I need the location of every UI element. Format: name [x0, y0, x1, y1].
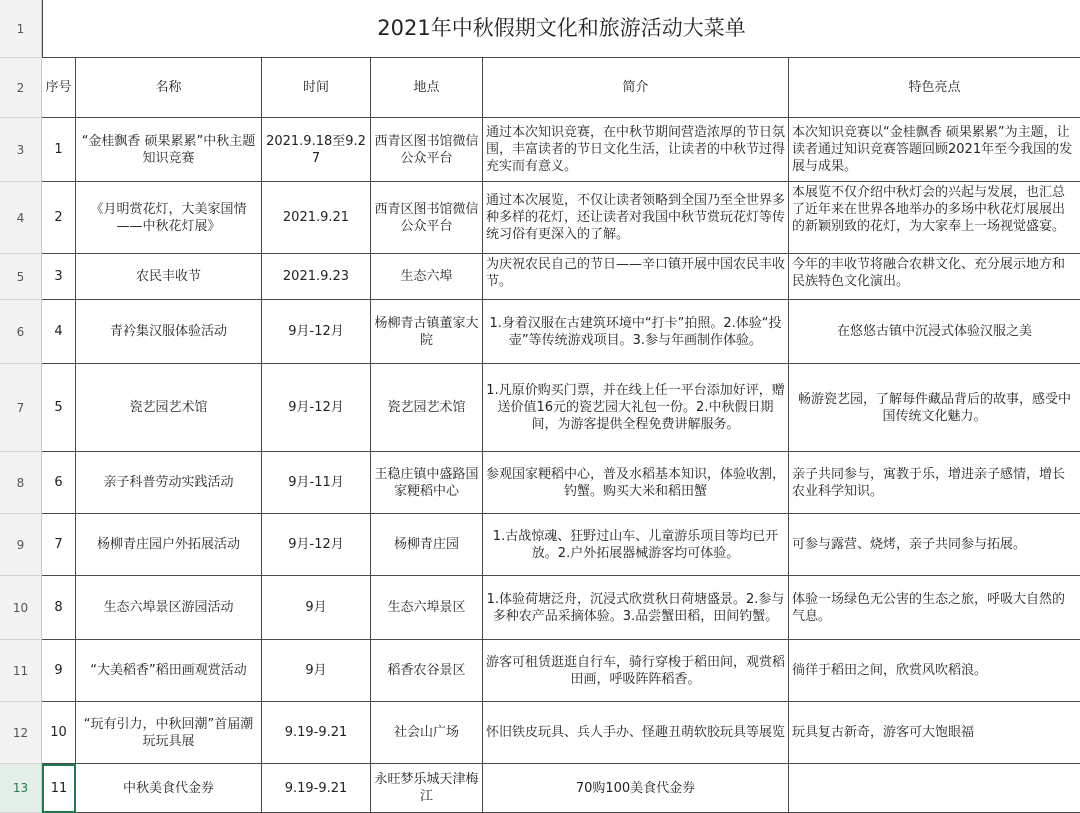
cell-time[interactable]: 9月: [262, 576, 371, 640]
cell-name[interactable]: 杨柳青庄园户外拓展活动: [76, 514, 262, 576]
row-number[interactable]: 9: [0, 514, 42, 576]
table-row: [0, 640, 1080, 702]
cell-place[interactable]: 社会山广场: [371, 702, 483, 764]
cell-place[interactable]: 杨柳青古镇董家大院: [371, 300, 483, 364]
cell-highlight[interactable]: [789, 764, 1080, 813]
row-number[interactable]: 11: [0, 640, 42, 702]
sheet-title[interactable]: 2021年中秋假期文化和旅游活动大菜单: [42, 0, 1080, 58]
table-row: [0, 254, 1080, 300]
table-row: [0, 452, 1080, 514]
cell-place[interactable]: 杨柳青庄园: [371, 514, 483, 576]
cell-time[interactable]: 2021.9.21: [262, 182, 371, 254]
table-row: [0, 576, 1080, 640]
cell-place[interactable]: 永旺梦乐城天津梅江: [371, 764, 483, 813]
cell-no-selected[interactable]: 11: [42, 764, 76, 813]
cell-time[interactable]: 2021.9.18至9.27: [262, 118, 371, 182]
table-row: [0, 364, 1080, 452]
cell-no[interactable]: 2: [42, 182, 76, 254]
row-number[interactable]: 6: [0, 300, 42, 364]
cell-name[interactable]: 《月明赏花灯，大美家国情——中秋花灯展》: [76, 182, 262, 254]
row-number[interactable]: 13: [0, 764, 42, 813]
cell-name[interactable]: 农民丰收节: [76, 254, 262, 300]
cell-highlight[interactable]: 本展览不仅介绍中秋灯会的兴起与发展，也汇总了近年来在世界各地举办的多场中秋花灯展展出的新颖别致的花灯，为大家奉上一场视觉盛宴。: [789, 182, 1080, 254]
header-highlight[interactable]: 特色亮点: [789, 58, 1080, 118]
row-number[interactable]: 1: [0, 0, 42, 58]
cell-intro[interactable]: 1.古战惊魂、狂野过山车、儿童游乐项目等均已开放。2.户外拓展器械游客均可体验。: [483, 514, 789, 576]
table-row: [0, 514, 1080, 576]
table-row: [0, 118, 1080, 182]
row-number[interactable]: 5: [0, 254, 42, 300]
cell-time[interactable]: 9月-12月: [262, 300, 371, 364]
cell-highlight[interactable]: 在悠悠古镇中沉浸式体验汉服之美: [789, 300, 1080, 364]
cell-intro[interactable]: 1.凡原价购买门票，并在线上任一平台添加好评，赠送价值16元的瓷艺园大礼包一份。2.中秋假日期间，为游客提供全程免费讲解服务。: [483, 364, 789, 452]
cell-no[interactable]: 6: [42, 452, 76, 514]
cell-place[interactable]: 瓷艺园艺术馆: [371, 364, 483, 452]
table-row: [0, 764, 1080, 813]
cell-name[interactable]: 中秋美食代金券: [76, 764, 262, 813]
cell-name[interactable]: 青衿集汉服体验活动: [76, 300, 262, 364]
cell-place[interactable]: 西青区图书馆微信公众平台: [371, 118, 483, 182]
row-number[interactable]: 8: [0, 452, 42, 514]
cell-time[interactable]: 9月-11月: [262, 452, 371, 514]
header-row: [0, 58, 1080, 118]
table-row: [0, 182, 1080, 254]
header-time[interactable]: 时间: [262, 58, 371, 118]
header-no[interactable]: 序号: [42, 58, 76, 118]
cell-no[interactable]: 3: [42, 254, 76, 300]
cell-highlight[interactable]: 今年的丰收节将融合农耕文化、充分展示地方和民族特色文化演出。: [789, 254, 1080, 300]
cell-name[interactable]: “大美稻香”稻田画观赏活动: [76, 640, 262, 702]
cell-highlight[interactable]: 可参与露营、烧烤，亲子共同参与拓展。: [789, 514, 1080, 576]
cell-name[interactable]: “金桂飘香 硕果累累”中秋主题知识竞赛: [76, 118, 262, 182]
cell-no[interactable]: 4: [42, 300, 76, 364]
cell-intro[interactable]: 通过本次展览，不仅让读者领略到全国乃至全世界多种多样的花灯，还让读者对我国中秋节赏玩花灯等传统习俗有更深入的了解。: [483, 182, 789, 254]
cell-intro[interactable]: 1.体验荷塘泛舟，沉浸式欣赏秋日荷塘盛景。2.参与多种农产品采摘体验。3.品尝蟹田稻，田间钓蟹。: [483, 576, 789, 640]
cell-name[interactable]: 瓷艺园艺术馆: [76, 364, 262, 452]
cell-intro[interactable]: 参观国家粳稻中心，普及水稻基本知识，体验收割，钓蟹。购买大米和稻田蟹: [483, 452, 789, 514]
cell-name[interactable]: “玩有引力，中秋回潮”首届潮玩玩具展: [76, 702, 262, 764]
sheet-row-title: [0, 0, 1080, 58]
cell-no[interactable]: 1: [42, 118, 76, 182]
cell-highlight[interactable]: 畅游瓷艺园，了解每件藏品背后的故事，感受中国传统文化魅力。: [789, 364, 1080, 452]
cell-intro[interactable]: 通过本次知识竞赛，在中秋节期间营造浓厚的节日氛围，丰富读者的节日文化生活，让读者的中秋节过得充实而有意义。: [483, 118, 789, 182]
cell-intro[interactable]: 1.身着汉服在古建筑环境中“打卡”拍照。2.体验“投壶”等传统游戏项目。3.参与年画制作体验。: [483, 300, 789, 364]
cell-place[interactable]: 生态六埠: [371, 254, 483, 300]
cell-highlight[interactable]: 本次知识竞赛以“金桂飘香 硕果累累”为主题，让读者通过知识竞赛答题回顾2021年至今我国的发展与成果。: [789, 118, 1080, 182]
cell-name[interactable]: 生态六埠景区游园活动: [76, 576, 262, 640]
row-number[interactable]: 2: [0, 58, 42, 118]
cell-time[interactable]: 2021.9.23: [262, 254, 371, 300]
cell-highlight[interactable]: 徜徉于稻田之间，欣赏风吹稻浪。: [789, 640, 1080, 702]
header-name[interactable]: 名称: [76, 58, 262, 118]
cell-place[interactable]: 生态六埠景区: [371, 576, 483, 640]
cell-place[interactable]: 西青区图书馆微信公众平台: [371, 182, 483, 254]
cell-no[interactable]: 10: [42, 702, 76, 764]
cell-time[interactable]: 9.19-9.21: [262, 764, 371, 813]
cell-intro[interactable]: 怀旧铁皮玩具、兵人手办、怪趣丑萌软胶玩具等展览: [483, 702, 789, 764]
cell-no[interactable]: 9: [42, 640, 76, 702]
cell-highlight[interactable]: 体验一场绿色无公害的生态之旅，呼吸大自然的气息。: [789, 576, 1080, 640]
cell-place[interactable]: 王稳庄镇中盛路国家粳稻中心: [371, 452, 483, 514]
table-row: [0, 300, 1080, 364]
cell-highlight[interactable]: 玩具复古新奇，游客可大饱眼福: [789, 702, 1080, 764]
header-intro[interactable]: 简介: [483, 58, 789, 118]
cell-name[interactable]: 亲子科普劳动实践活动: [76, 452, 262, 514]
table-row: [0, 702, 1080, 764]
row-number[interactable]: 7: [0, 364, 42, 452]
cell-time[interactable]: 9月-12月: [262, 364, 371, 452]
cell-no[interactable]: 7: [42, 514, 76, 576]
cell-time[interactable]: 9月: [262, 640, 371, 702]
row-number[interactable]: 12: [0, 702, 42, 764]
header-place[interactable]: 地点: [371, 58, 483, 118]
cell-intro[interactable]: 70购100美食代金券: [483, 764, 789, 813]
cell-no[interactable]: 5: [42, 364, 76, 452]
row-number[interactable]: 3: [0, 118, 42, 182]
cell-place[interactable]: 稻香农谷景区: [371, 640, 483, 702]
cell-intro[interactable]: 游客可租赁逛逛自行车，骑行穿梭于稻田间，观赏稻田画，呼吸阵阵稻香。: [483, 640, 789, 702]
cell-highlight[interactable]: 亲子共同参与，寓教于乐，增进亲子感情，增长农业科学知识。: [789, 452, 1080, 514]
cell-time[interactable]: 9.19-9.21: [262, 702, 371, 764]
row-number[interactable]: 4: [0, 182, 42, 254]
cell-time[interactable]: 9月-12月: [262, 514, 371, 576]
row-number[interactable]: 10: [0, 576, 42, 640]
cell-no[interactable]: 8: [42, 576, 76, 640]
cell-intro[interactable]: 为庆祝农民自己的节日——辛口镇开展中国农民丰收节。: [483, 254, 789, 300]
